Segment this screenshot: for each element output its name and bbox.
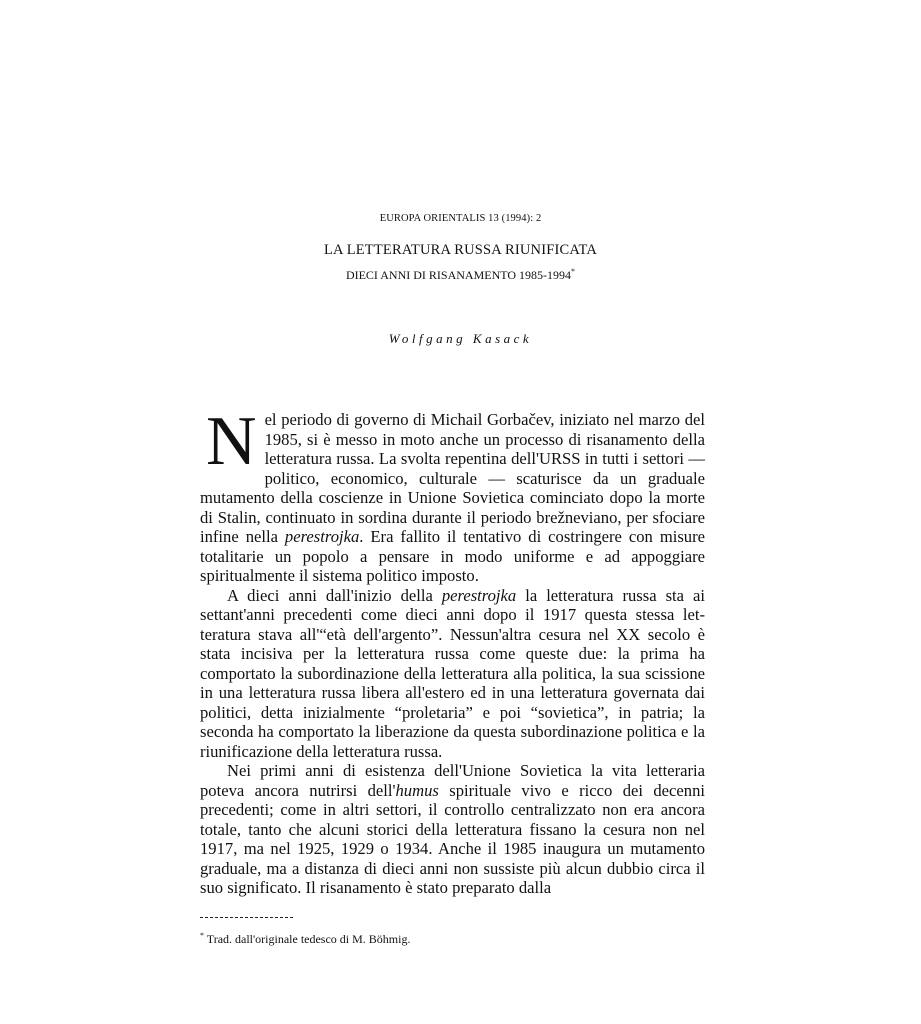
paragraph-1 [200, 403, 705, 586]
footnote-mark: * [200, 931, 204, 940]
article-body [200, 403, 705, 898]
paragraph-2-start: A dieci anni dall'inizio della [227, 585, 442, 605]
author-name: Wolfgang Kasack [388, 331, 533, 346]
paragraph-3-start: Nei primi anni di esistenza dell'Unione Sovietica la vita letteraria poteva ancora nutrirsi dell' [200, 761, 705, 800]
footnote-separator [200, 917, 293, 918]
footnote-text: Trad. dall'originale tedesco di M. Böhmig. [204, 932, 411, 946]
paragraph-3-end: spirituale vivo e ricco dei decenni precedenti; come in altri settori, il controllo centralizzato non era ancora totale, tanto che alcuni storici della letteratura fissano la cesura non nel 1917, ma nel 1925, 1929 o 1934. Anche il 1985 inaugura un mutamento graduale, ma a distanza di dieci anni non sussiste più alcun dubbio circa il suo significato. Il risanamento è stato preparato dalla [200, 780, 705, 897]
footnote-marker: * [571, 267, 576, 276]
italic-term: perestrojka [284, 527, 360, 546]
paragraph-1-end: . Era fallito il tentativo di costringere con misure totalitarie un popolo a pensare in modo uniforme e ad appoggiare spiritualmente il sistema politico imposto. [200, 527, 705, 585]
article-subtitle [0, 267, 921, 283]
paragraph-2 [200, 586, 705, 762]
article-title: LA LETTERATURA RUSSA RIUNIFICATA [323, 242, 598, 258]
italic-term: perestrojka [441, 585, 517, 605]
paragraph-3 [200, 761, 705, 898]
subtitle-text: DIECI ANNI DI RISANAMENTO 1985-1994 [345, 268, 572, 282]
paragraph-2-end: la letteratura russa sta ai settant'anni precedenti come dieci anni dopo il 1917 questa stessa letteratura stava all'“età dell'argento”. Nessun'altra cesura nel XX secolo è stata incisiva per la letteratura russa come queste due: la prima ha comportato la subordinazione della letteratura alla politica, la sua scissione in una letteratura russa libera all'estero ed in una letteratura governata dai politici, detta inizialmente “proletaria” e poi “sovietica”, in patria; la seconda ha comportato la liberazione da questa subordinazione politica e la riunificazione della letteratura russa. [200, 585, 705, 761]
italic-term: humus [395, 780, 439, 800]
footnote [200, 931, 705, 947]
journal-header: EUROPA ORIENTALIS 13 (1994): 2 [379, 213, 542, 224]
drop-cap: N [206, 403, 257, 480]
paragraph-1-text: el periodo di governo di Michail Gorbačev, iniziato nel marzo del 1985, si è messo in moto anche un processo di risanamento della letteratura russa. La svolta repentina dell'URSS in tutti i settori — politico, economico, culturale — scaturisce da un graduale mutamento della coscienze in Unione Sovietica cominciato dopo la morte di Stalin, continuato in sordina durante il periodo brežneviano, per sfociare infine nella [200, 410, 705, 546]
